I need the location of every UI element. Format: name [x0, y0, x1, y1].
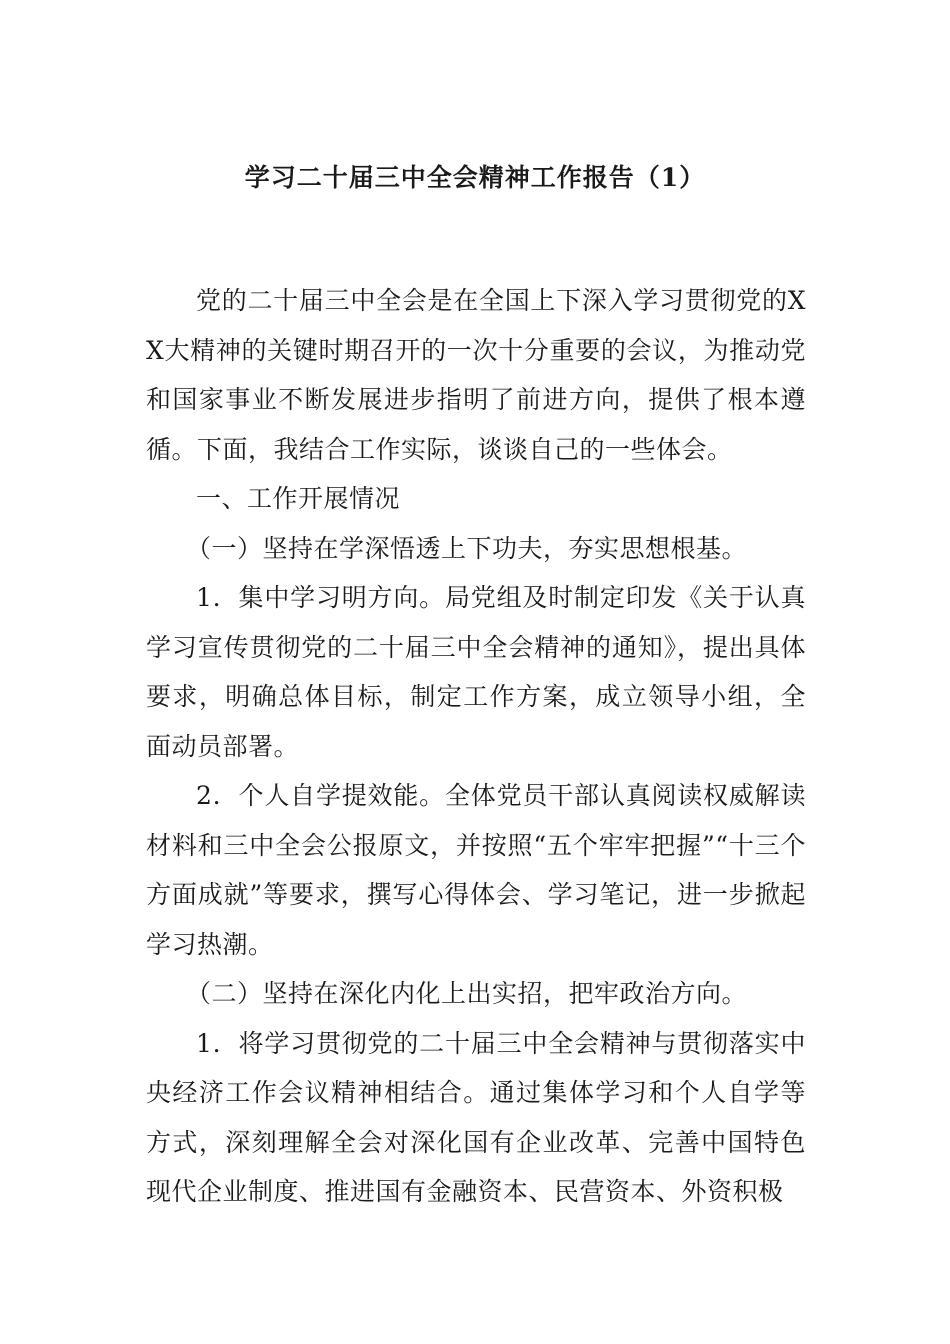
document-body: [146, 276, 806, 1217]
body-paragraph: 1．集中学习明方向。局党组及时制定印发《关于认真学习宣传贯彻党的二十届三中全会精神的通知》，提出具体要求，明确总体目标，制定工作方案，成立领导小组，全面动员部署。: [146, 583, 806, 761]
document-title: 学习二十届三中全会精神工作报告（1）: [244, 163, 706, 192]
intro-paragraph: 党的二十届三中全会是在全国上下深入学习贯彻党的XX大精神的关键时期召开的一次十分重要的会议，为推动党和国家事业不断发展进步指明了前进方向，提供了根本遵循。下面，我结合工作实际，谈谈自己的一些体会。: [146, 286, 806, 464]
body-paragraph: 2．个人自学提效能。全体党员干部认真阅读权威解读材料和三中全会公报原文，并按照“五个牢牢把握”“十三个方面成就”等要求，撰写心得体会、学习笔记，进一步掀起学习热潮。: [146, 781, 806, 959]
subsection-heading-2: （二）坚持在深化内化上出实招，把牢政治方向。: [186, 979, 748, 1008]
subsection-heading-1: （一）坚持在学深悟透上下功夫，夯实思想根基。: [186, 533, 748, 563]
section-heading-1: 一、工作开展情况: [196, 484, 401, 513]
body-paragraph: 1．将学习贯彻党的二十届三中全会精神与贯彻落实中央经济工作会议精神相结合。通过集体学习和个人自学等方式，深刻理解全会对深化国有企业改革、完善中国特色现代企业制度、推进国有金融资本、民营资本、外资积极: [146, 1028, 806, 1206]
